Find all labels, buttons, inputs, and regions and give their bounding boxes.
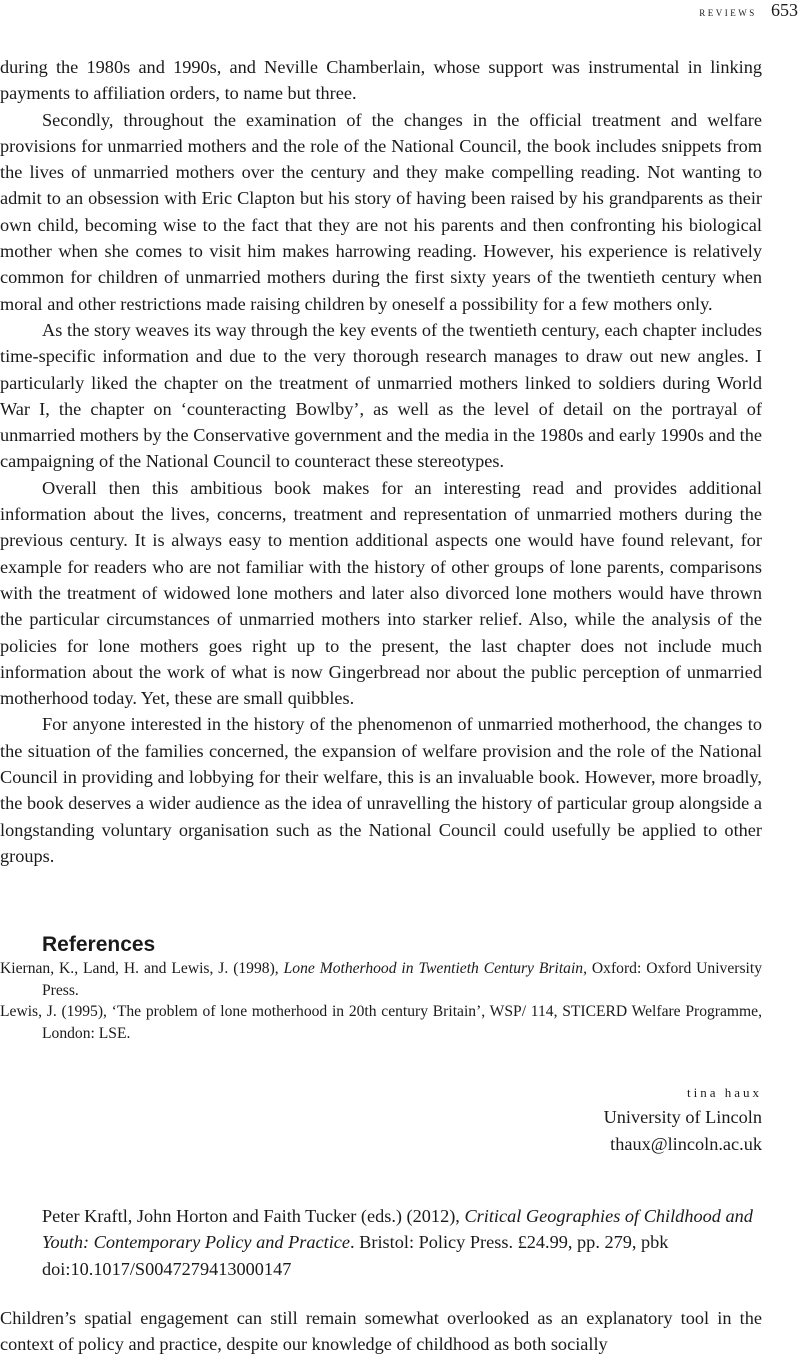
paragraph: Children’s spatial engagement can still remain somewhat overlooked as an explanatory tool in the context of policy and practice, despite our knowledge of childhood as both socially (0, 1308, 762, 1355)
reference-authors: Kiernan, K., Land, H. and Lewis, J. (1998), (0, 960, 284, 977)
book-publication: . Bristol: Policy Press. £24.99, pp. 279, pbk (350, 1232, 669, 1253)
reviewer-name: tina haux (686, 1085, 762, 1100)
reference-publisher: , Oxford: Oxford University Press. (42, 960, 762, 999)
book-title: Critical Geographies of Childhood and Youth: Contemporary Policy and Practice (42, 1206, 753, 1253)
book-doi: doi:10.1017/S0047279413000147 (42, 1258, 292, 1279)
page-number: 653 (771, 0, 798, 20)
running-head (699, 0, 798, 22)
reviewer-email: thaux@lincoln.ac.uk (610, 1133, 762, 1154)
next-review-citation (42, 1203, 762, 1282)
paragraph: Secondly, throughout the examination of the changes in the official treatment and welfare provisions for unmarried mothers and the role of the National Council, the book includes snippets from the lives of unmarried mothers over the century and they make compelling reading. Not wanting to admit to an obsession with Eric Clapton but his story of having been raised by his grandparents as their own child, becoming wise to the fact that they are not his parents and then confronting his biological mother when she comes to visit him makes harrowing reading. However, his experience is relatively common for children of unmarried mothers during the first sixty years of the twentieth century when moral and other restrictions made raising children by oneself a possibility for a few mothers only. (0, 109, 762, 314)
next-review-body (0, 1305, 762, 1358)
book-citation (42, 1203, 762, 1256)
reviewer-affiliation: University of Lincoln (603, 1107, 762, 1127)
running-head-label: reviews (699, 4, 757, 19)
book-editors: Peter Kraftl, John Horton and Faith Tucker (eds.) (2012), (42, 1206, 465, 1226)
paragraph-continued: during the 1980s and 1990s, and Neville Chamberlain, whose support was instrumental in linking payments to affiliation orders, to name but three. (0, 57, 762, 104)
reference-item (0, 958, 762, 1001)
reviewer-signoff (604, 1082, 762, 1157)
paragraph: As the story weaves its way through the key events of the twentieth century, each chapter includes time-specific information and due to the very thorough research manages to draw out new angles. I particularly liked the chapter on the treatment of unmarried mothers linked to soldiers during World War I, the chapter on ‘counteracting Bowlby’, as well as the level of detail on the portrayal of unmarried mothers by the Conservative government and the media in the 1980s and early 1990s and the campaigning of the National Council to counteract these stereotypes. (0, 319, 762, 472)
reference-title: Lone Motherhood in Twentieth Century Britain (283, 960, 584, 977)
references-list (0, 958, 762, 1044)
reference-item (0, 1001, 762, 1044)
references-heading: References (42, 933, 156, 956)
review-body (0, 54, 762, 869)
paragraph: For anyone interested in the history of the phenomenon of unmarried motherhood, the changes to the situation of the families concerned, the expansion of welfare provision and the role of the National Council in providing and lobbying for their welfare, this is an invaluable book. However, more broadly, the book deserves a wider audience as the idea of unravelling the history of particular group alongside a longstanding voluntary organisation such as the National Council could usefully be applied to other groups. (0, 714, 762, 866)
reference-authors: Lewis, J. (1995), ‘The problem of lone motherhood in 20th century Britain’, WSP/ 114, STICERD Welfare Programme, London: LSE. (0, 1003, 762, 1042)
paragraph: Overall then this ambitious book makes for an interesting read and provides additional information about the lives, concerns, treatment and representation of unmarried mothers during the previous century. It is always easy to mention additional aspects one would have found relevant, for example for readers who are not familiar with the history of other groups of lone parents, comparisons with the treatment of widowed lone mothers and later also divorced lone mothers would have thrown the particular circumstances of unmarried mothers into starker relief. Also, while the analysis of the policies for lone mothers goes right up to the present, the last chapter does not include much information about the work of what is now Gingerbread nor about the public perception of unmarried motherhood today. Yet, these are small quibbles. (0, 477, 762, 709)
